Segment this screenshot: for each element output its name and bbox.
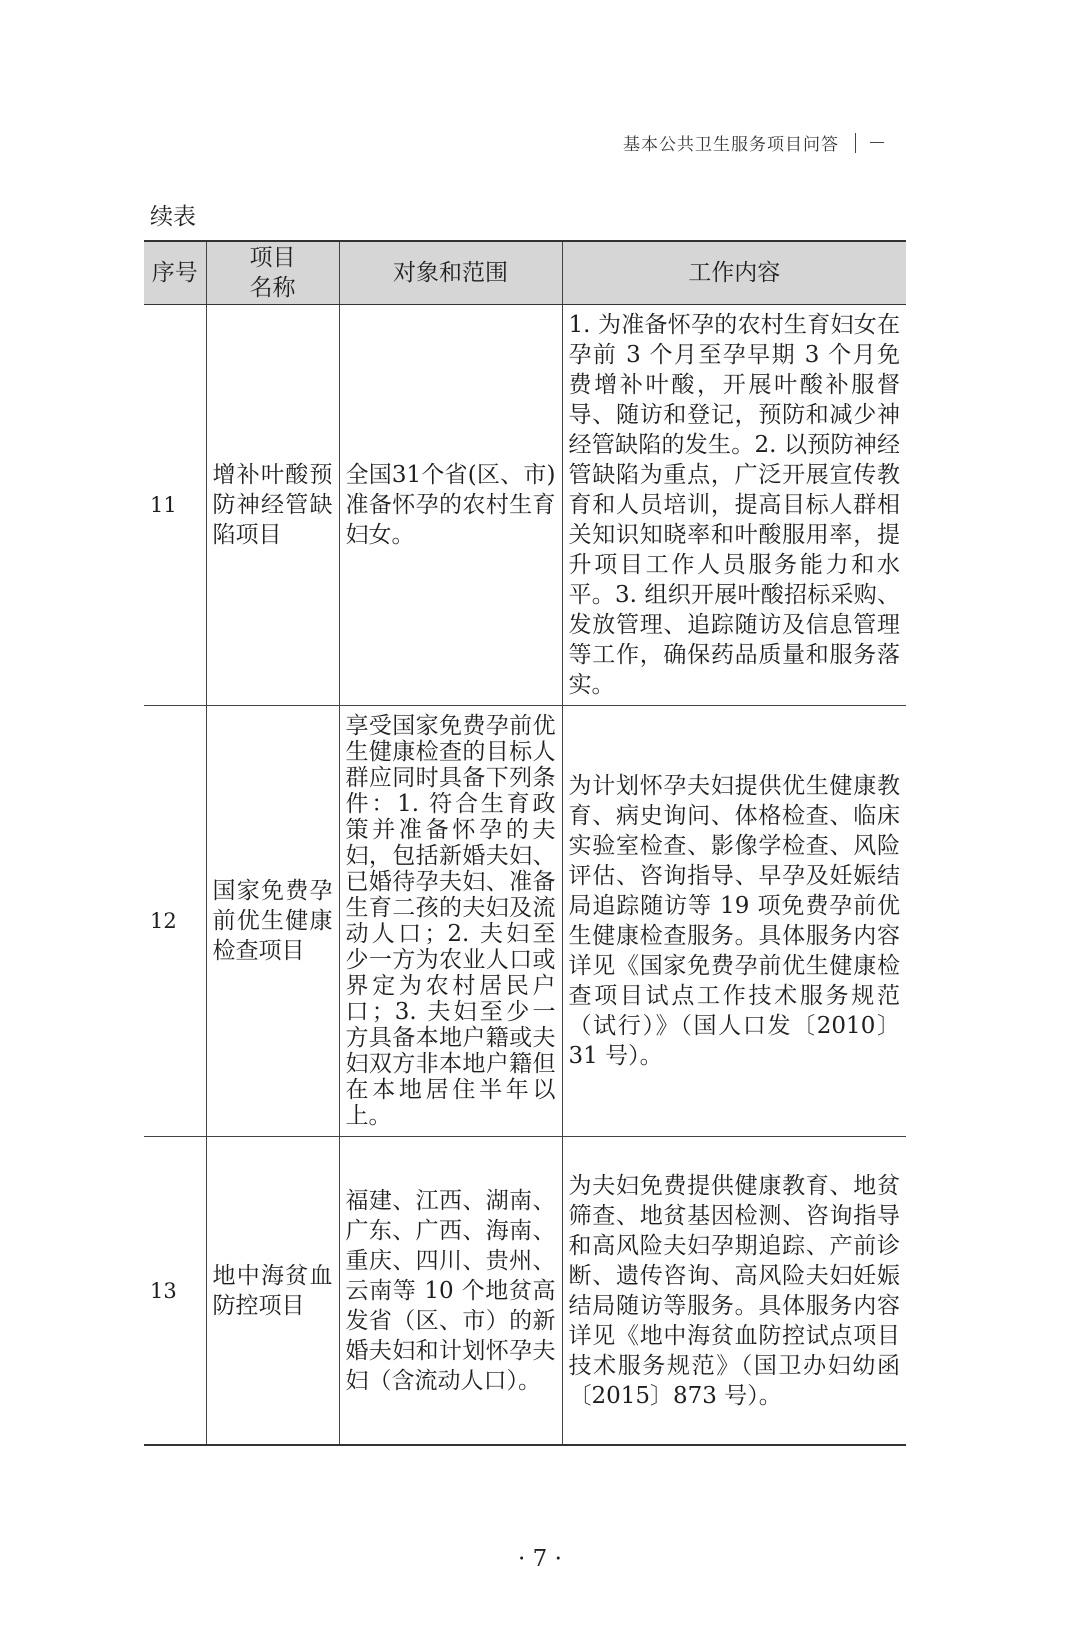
cell-scope: 全国31个省(区、市)准备怀孕的农村生育妇女。 [339,305,562,706]
project-table [144,240,906,1446]
cell-content: 为计划怀孕夫妇提供优生健康教育、病史询问、体格检查、临床实验室检查、影像学检查、风险评估、咨询指导、早孕及妊娠结局追踪随访等 19 项免费孕前优生健康检查服务。具体服务内容详见《国家免费孕前优生健康检查项目试点工作技术服务规范（试行）》（国人口发〔2010〕31 号）。 [562,706,906,1137]
cell-content: 为夫妇免费提供健康教育、地贫筛查、地贫基因检测、咨询指导和高风险夫妇孕期追踪、产前诊断、遗传咨询、高风险夫妇妊娠结局随访等服务。具体服务内容详见《地中海贫血防控试点项目技术服务规范》（国卫办妇幼函〔2015〕873 号）。 [562,1137,906,1446]
header-name-line1: 项目 [249,245,296,271]
cell-content: 1. 为准备怀孕的农村生育妇女在孕前 3 个月至孕早期 3 个月免费增补叶酸，开展叶酸补服督导、随访和登记，预防和减少神经管缺陷的发生。2. 以预防神经管缺陷为重点，广泛开展宣传教育和人员培训，提高目标人群相关知识知晓率和叶酸服用率，提升项目工作人员服务能力和水平。3. 组织开展叶酸招标采购、发放管理、追踪随访及信息管理等工作，确保药品质量和服务落实。 [562,305,906,706]
cell-project-name: 地中海贫血防控项目 [206,1137,339,1446]
table-row [144,305,906,706]
cell-number: 11 [144,305,206,706]
cell-scope: 享受国家免费孕前优生健康检查的目标人群应同时具备下列条件：1. 符合生育政策并准备怀孕的夫妇，包括新婚夫妇、已婚待孕夫妇、准备生育二孩的夫妇及流动人口；2. 夫妇至少一方为农业人口或界定为农村居民户口；3. 夫妇至少一方具备本地户籍或夫妇双方非本地户籍但在本地居住半年以上。 [339,706,562,1137]
table-row [144,706,906,1137]
header-name [206,241,339,305]
header-content: 工作内容 [562,241,906,305]
header-name-line2: 名称 [249,275,296,301]
cell-project-name: 国家免费孕前优生健康检查项目 [206,706,339,1137]
table-caption: 续表 [150,204,196,230]
table-header-row [144,241,906,305]
running-head-dash [870,142,884,143]
cell-project-name: 增补叶酸预防神经管缺陷项目 [206,305,339,706]
header-scope: 对象和范围 [339,241,562,305]
cell-number: 13 [144,1137,206,1446]
cell-number: 12 [144,706,206,1137]
table-row [144,1137,906,1446]
running-head-title: 基本公共卫生服务项目问答 [623,135,839,155]
cell-scope: 福建、江西、湖南、广东、广西、海南、重庆、四川、贵州、云南等 10 个地贫高发省（区、市）的新婚夫妇和计划怀孕夫妇（含流动人口）。 [339,1137,562,1446]
page-number: · 7 · [518,1546,562,1572]
running-head [623,130,884,155]
header-number: 序号 [144,241,206,305]
running-head-divider [855,133,856,153]
